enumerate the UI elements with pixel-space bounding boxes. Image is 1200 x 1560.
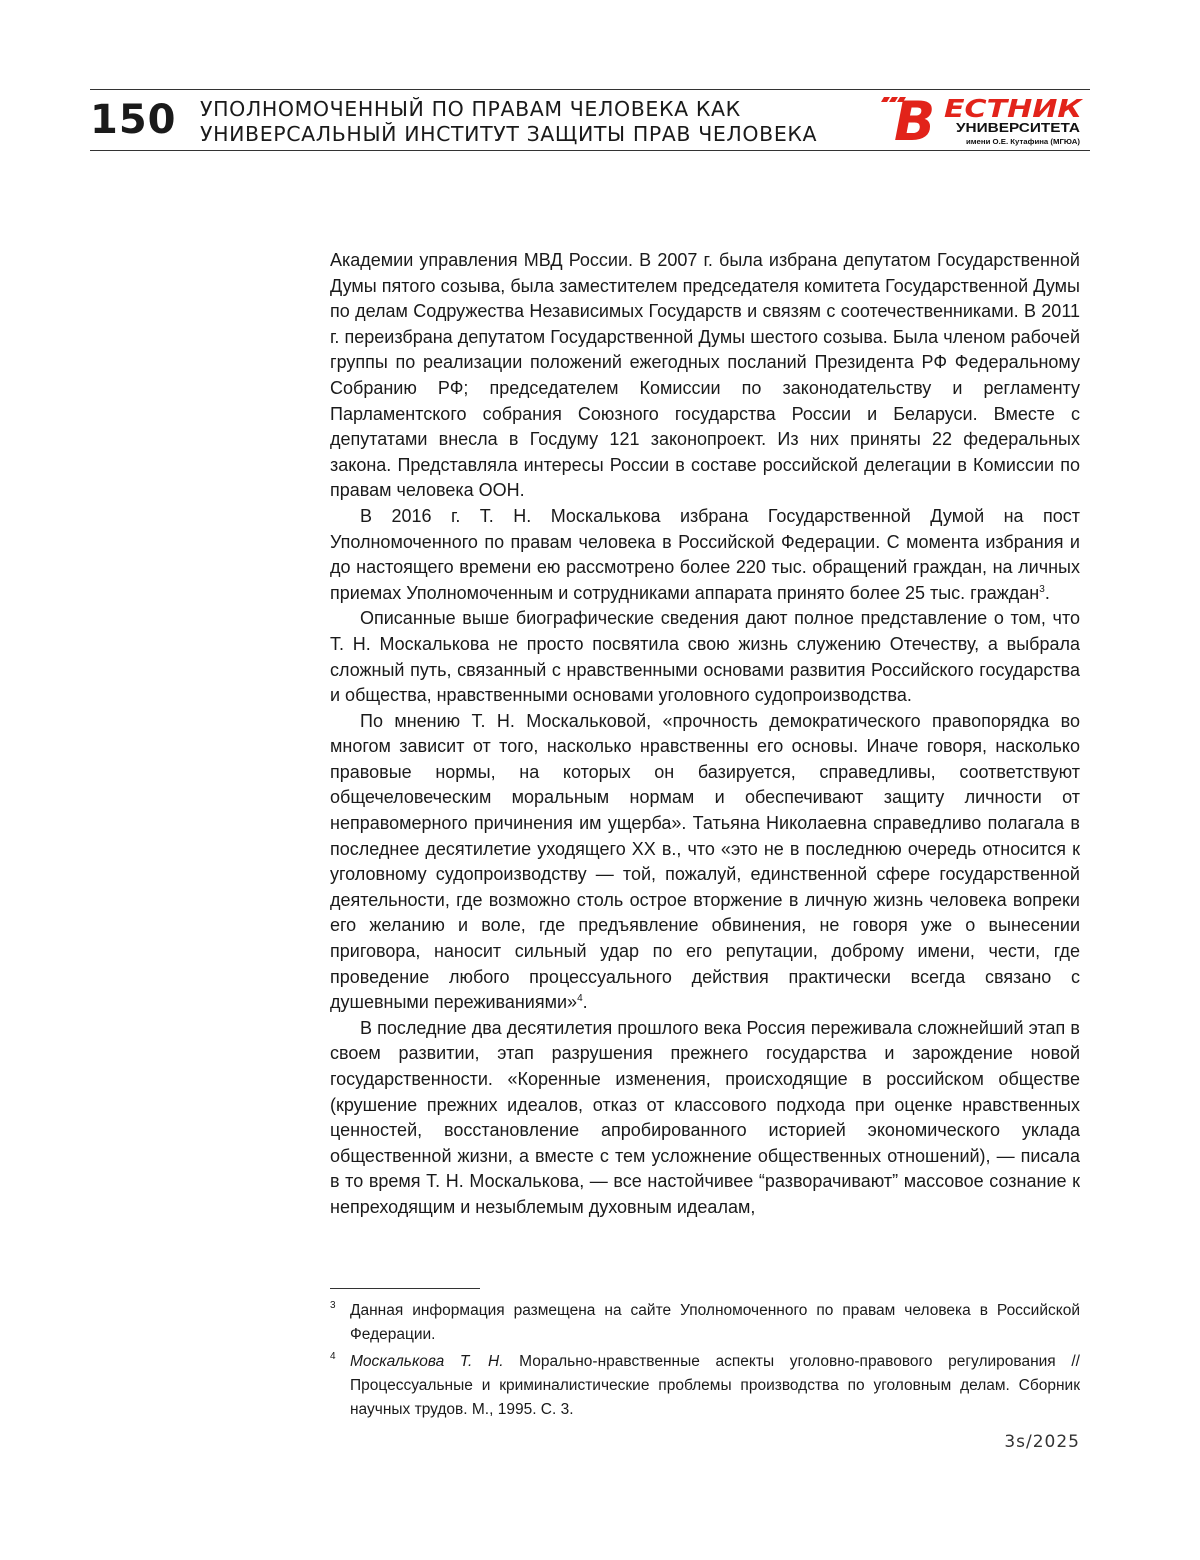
logo-title: ЕСТНИК [944,94,1084,123]
paragraph-2-text: В 2016 г. Т. Н. Москалькова избрана Государственной Думой на пост Уполномоченного по правам человека в Российской Федерации. С момента избрания и до настоящего времени ею рассмотрено более 220 тыс. обращений граждан, на личных приемах Уполномоченным и сотрудниками аппарата принято более 25 тыс. граждан [330,505,1080,603]
running-title-line-2: УНИВЕРСАЛЬНЫЙ ИНСТИТУТ ЗАЩИТЫ ПРАВ ЧЕЛОВЕКА [200,122,818,146]
paragraph-4-text: По мнению Т. Н. Москальковой, «прочность демократического правопорядка во многом зависит от того, насколько нравственны его основы. Иначе говоря, насколько правовые нормы, на которых он базируется, справедливы, соответствуют общечеловеческим моральным нормам и обеспечивают защиту личности от неправомерного причинения им ущерба». Татьяна Николаевна справедливо полагала в последнее десятилетие уходящего XX в., что «это не в последнюю очередь относится к уголовному судопроизводству — той, пожалуй, единственной сфере государственной деятельности, где возможно столь острое вторжение в личную жизнь человека вопреки его желанию и воле, где предъявление обвинения, не говоря уже о вынесении приговора, наносит сильный удар по его репутации, доброму имени, чести, где проведение любого процессуального действия практически всегда связано с душевными переживаниями» [330,710,1080,1013]
article-body [330,248,1080,1221]
header-bottom-rule [90,150,1090,151]
paragraph-4-end: . [582,992,588,1013]
paragraph-3: Описанные выше биографические сведения дают полное представление о том, что Т. Н. Москалькова не просто посвятила свою жизнь служению Отечеству, а выбрала сложный путь, связанный с нравственными основами развития Российского государства и общества, нравственными основами уголовного судопроизводства. [330,608,1080,706]
logo-letter: В [894,93,936,147]
logo-tagline: имени О.Е. Кутафина (МГЮА) [966,137,1081,146]
footnote-number: 4 [330,1351,336,1362]
issue-number: 3s/2025 [1004,1432,1080,1452]
paragraph-1: Академии управления МВД России. В 2007 г. была избрана депутатом Государственной Думы пятого созыва, была заместителем председателя комитета Государственной Думы по делам Содружества Независимых Государств и связям с соотечественниками. В 2011 г. переизбрана депутатом Государственной Думы шестого созыва. Была членом рабочей группы по реализации положений ежегодных посланий Президента РФ Федеральному Собранию РФ; председателем Комиссии по законодательству и регламенту Парламентского собрания Союзного государства России и Беларуси. Вместе с депутатами внесла в Госдуму 121 законопроект. Из них приняты 22 федеральных закона. Представляла интересы России в составе российской делегации в Комиссии по правам человека ООН. [330,250,1080,501]
footnote-text: Морально-нравственные аспекты уголовно-правового регулирования // Процессуальные и криминалистические проблемы производства по уголовным делам. Сборник научных трудов. М., 1995. С. 3. [350,1353,1080,1418]
page-number: 150 [90,97,177,143]
footnote [330,1299,1080,1347]
header-top-rule [90,89,1090,90]
logo-subtitle: УНИВЕРСИТЕТА [956,120,1081,135]
footnote-number: 3 [330,1300,336,1311]
footnote-author: Москалькова Т. Н. [350,1353,504,1370]
paragraph-2-end: . [1044,582,1050,603]
running-title [200,97,880,147]
footnote-ref-3: 3 [1039,583,1045,595]
footnotes [330,1299,1080,1425]
paragraph-4 [330,709,1080,1016]
footnote-ref-4: 4 [577,993,583,1005]
footnote-text: Данная информация размещена на сайте Уполномоченного по правам человека в Российской Федерации. [350,1302,1080,1343]
footnote-separator [330,1288,480,1289]
paragraph-2 [330,504,1080,606]
paragraph-5: В последние два десятилетия прошлого века Россия переживала сложнейший этап в своем развитии, этап разрушения прежнего государства и зарождение новой государственности. «Коренные изменения, происходящие в российском обществе (крушение прежних идеалов, отказ от классового подхода при оценке нравственных ценностей, восстановление апробированного историей экономического уклада общественной жизни, а вместе с тем усложнение общественных отношений), — писала в то время Т. Н. Москалькова, — все настойчивее “разворачивают” массовое сознание к непреходящим и незыблемым духовным идеалам, [330,1017,1080,1217]
journal-logo [880,93,1085,147]
running-title-line-1: УПОЛНОМОЧЕННЫЙ ПО ПРАВАМ ЧЕЛОВЕКА КАК [200,97,741,121]
footnote [330,1350,1080,1422]
